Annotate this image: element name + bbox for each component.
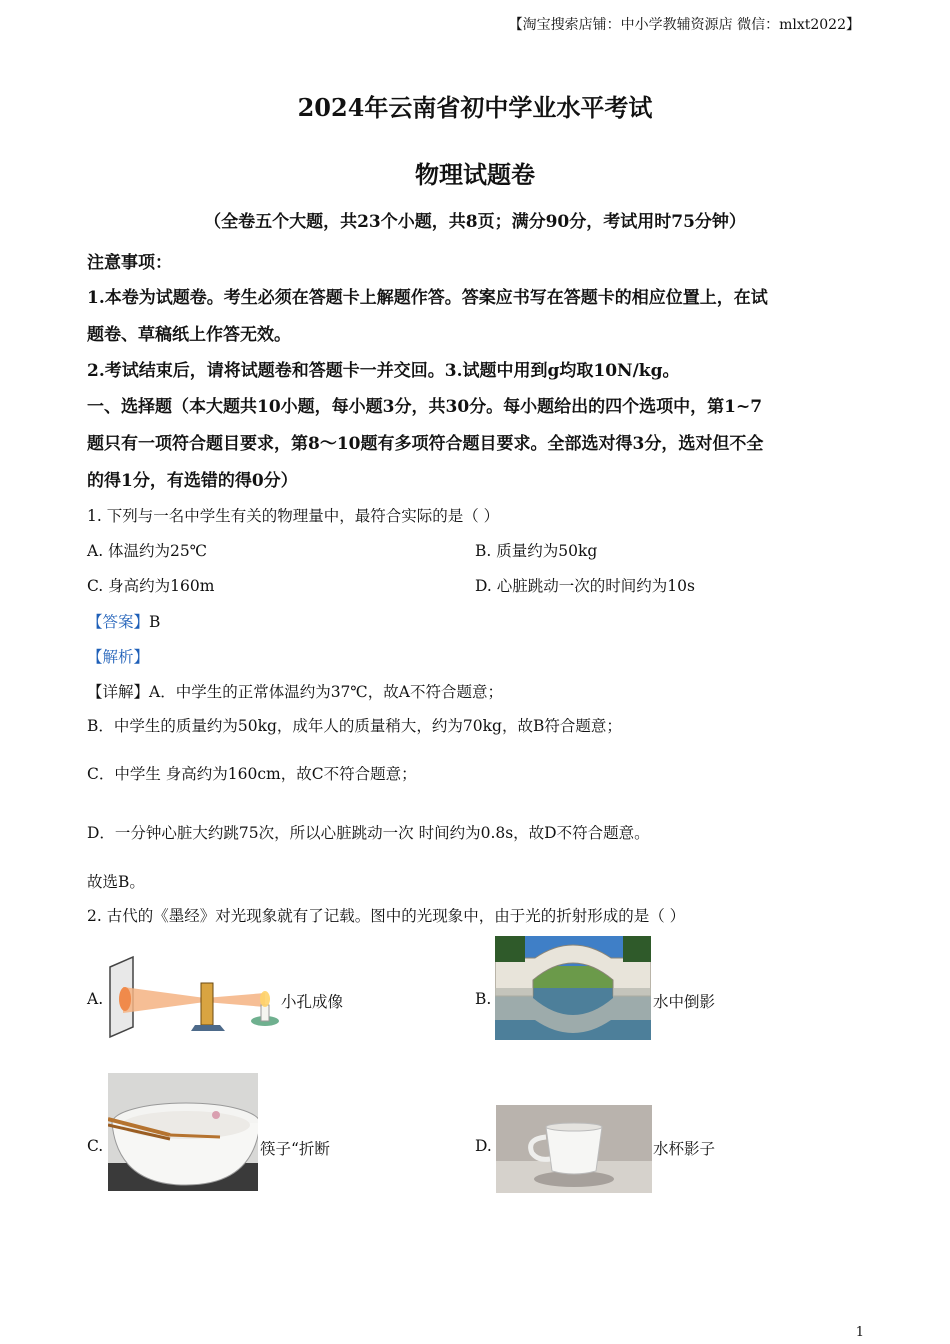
bridge-reflection-image [495, 936, 651, 1040]
q1-option-c: C. 身高约为160m [87, 577, 215, 595]
q2-option-a-letter: A. [87, 990, 104, 1008]
q1-detail-3: C．中学生 身高约为160cm，故C不符合题意； [87, 765, 417, 783]
q2-option-a-text: 小孔成像 [281, 993, 344, 1011]
q1-conclusion: 故选B。 [87, 873, 145, 891]
q2-option-c-text: 筷子“折断 [260, 1140, 330, 1158]
exam-subtitle: 物理试题卷 [415, 160, 535, 189]
pinhole-imaging-image [105, 955, 280, 1040]
q1-detail-2: B．中学生的质量约为50kg，成年人的质量稍大，约为70kg，故B符合题意； [87, 717, 622, 735]
exam-info: （全卷五个大题，共23个小题，共8页；满分90分，考试用时75分钟） [204, 212, 746, 232]
section1-line-3: 的得1分，有选错的得0分） [87, 471, 298, 491]
q1-option-d: D. 心脏跳动一次的时间约为10s [475, 577, 695, 595]
q1-stem: 1. 下列与一名中学生有关的物理量中，最符合实际的是（ ） [87, 507, 500, 525]
page-number: 1 [855, 1325, 864, 1340]
exam-title: 2024年云南省初中学业水平考试 [297, 93, 653, 122]
q2-option-d-text: 水杯影子 [653, 1140, 716, 1158]
notes-line-1: 1.本卷为试题卷。考生必须在答题卡上解题作答。答案应书写在答题卡的相应位置上，在试 [87, 288, 768, 308]
q2-option-b-text: 水中倒影 [653, 993, 716, 1011]
watermark-header: 【淘宝搜索店铺：中小学教辅资源店 微信：mlxt2022】 [508, 17, 860, 33]
notes-line-3: 2.考试结束后，请将试题卷和答题卡一并交回。3.试题中用到g均取10N/kg。 [87, 361, 680, 381]
notes-line-2: 题卷、草稿纸上作答无效。 [87, 325, 291, 345]
section1-line-1: 一、选择题（本大题共10小题，每小题3分，共30分。每小题给出的四个选项中，第1~7 [87, 397, 763, 417]
answer-value: B [149, 613, 161, 631]
notes-heading: 注意事项： [87, 253, 172, 273]
q1-answer [87, 610, 160, 632]
q1-option-a: A. 体温约为25℃ [87, 542, 208, 560]
q2-stem: 2. 古代的《墨经》对光现象就有了记载。图中的光现象中，由于光的折射形成的是（ ） [87, 907, 686, 925]
q2-option-c-letter: C. [87, 1137, 104, 1155]
q2-option-d-letter: D. [475, 1137, 492, 1155]
q1-detail-1: 【详解】A．中学生的正常体温约为37℃，故A不符合题意； [87, 683, 503, 701]
answer-label: 【答案】 [87, 613, 150, 631]
cup-shadow-image [496, 1105, 652, 1193]
q1-detail-4: D．一分钟心脏大约跳75次，所以心脏跳动一次 时间约为0.8s，故D不符合题意。 [87, 824, 650, 842]
q2-option-b-letter: B. [475, 990, 492, 1008]
section1-line-2: 题只有一项符合题目要求，第8～10题有多项符合题目要求。全部选对得3分，选对但不全 [87, 434, 764, 454]
q1-option-b: B. 质量约为50kg [475, 542, 598, 560]
q1-analysis-label: 【解析】 [87, 648, 150, 666]
chopsticks-bowl-image [108, 1073, 258, 1191]
